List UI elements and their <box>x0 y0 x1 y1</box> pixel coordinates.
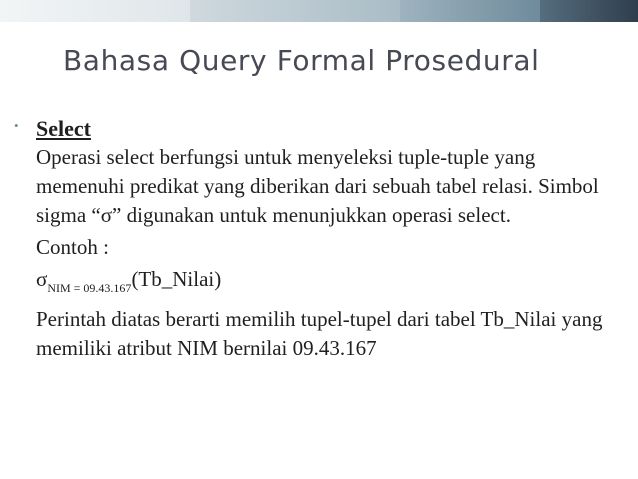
sigma-symbol: σ <box>36 267 48 291</box>
header-band-rule <box>0 22 638 24</box>
explanation-text: Perintah diatas berarti memilih tupel-tupel dari tabel Tb_Nilai yang memiliki atribut NIM bernilai 09.43.167 <box>36 307 603 360</box>
header-band-segment <box>540 0 638 22</box>
bullet-body <box>36 143 626 363</box>
bullet-item-select <box>14 115 626 143</box>
header-band-segment <box>0 0 190 22</box>
bullet-heading: Select <box>36 116 91 141</box>
description-text: Operasi select berfungsi untuk menyeleksi tuple-tuple yang memenuhi predikat yang diberikan dari sebuah tabel relasi. Simbol sigma “σ” digunakan untuk menunjukkan operasi select. <box>36 145 599 227</box>
header-band-segment <box>190 0 400 22</box>
slide-content <box>14 115 626 363</box>
slide-title: Bahasa Query Formal Prosedural <box>63 44 540 77</box>
header-band-segment <box>400 0 540 22</box>
decorative-header-band <box>0 0 638 22</box>
example-label: Contoh : <box>36 235 109 259</box>
bullet-icon: • <box>14 118 19 133</box>
formula-argument: (Tb_Nilai) <box>131 267 222 291</box>
formula-subscript: NIM = 09.43.167 <box>47 281 132 295</box>
select-formula <box>36 262 626 305</box>
